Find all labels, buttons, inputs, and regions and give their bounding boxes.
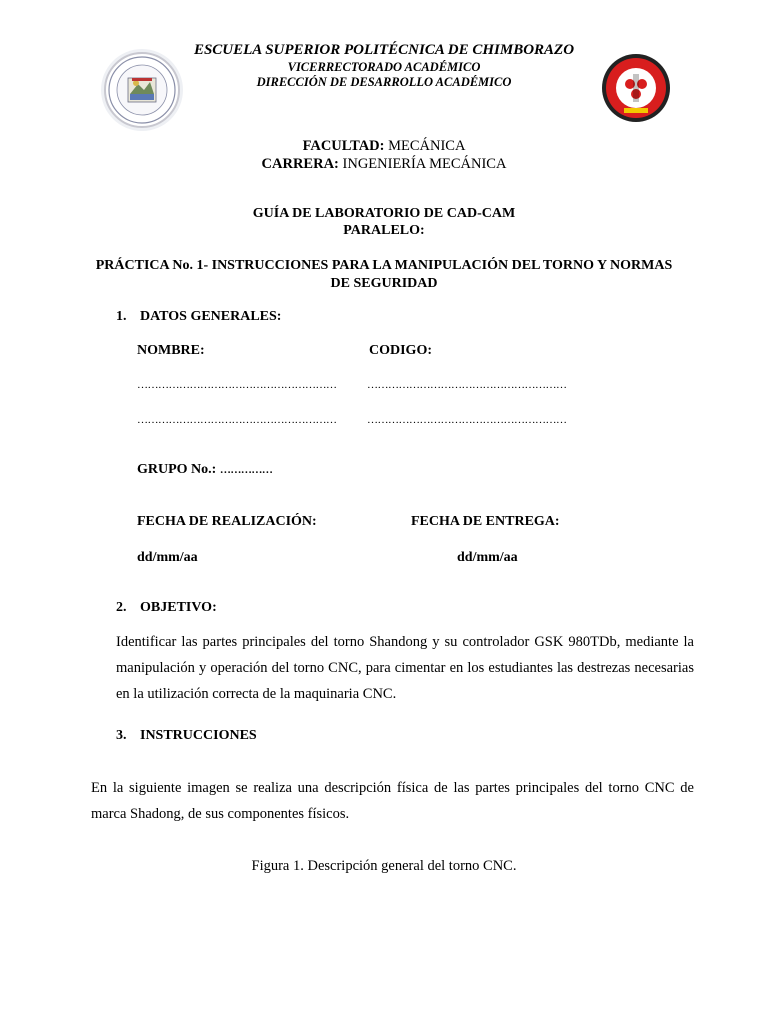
name-label: NOMBRE: bbox=[137, 343, 205, 358]
espoch-seal-logo bbox=[104, 52, 180, 128]
guide-title: GUÍA DE LABORATORIO DE CAD-CAM bbox=[252, 206, 516, 221]
faculty-value: MECÁNICA bbox=[388, 138, 466, 154]
name-blank-2[interactable]: ………………………………………………… bbox=[137, 414, 337, 426]
group-blank[interactable]: …………… bbox=[219, 464, 273, 476]
section-number: 2. bbox=[116, 600, 127, 615]
section-3-heading bbox=[116, 728, 257, 744]
code-label: CODIGO: bbox=[369, 343, 432, 358]
career-value: INGENIERÍA MECÁNICA bbox=[342, 156, 507, 172]
group-label: GRUPO No.: bbox=[137, 462, 217, 477]
career-label: CARRERA: bbox=[261, 156, 339, 172]
institution-title: ESCUELA SUPERIOR POLITÉCNICA DE CHIMBORAZO bbox=[193, 42, 575, 58]
instructions-paragraph: En la siguiente imagen se realiza una descripción física de las partes principales del torno CNC de marca Shadong, de sus componentes físicos. bbox=[91, 780, 694, 822]
practice-title: PRÁCTICA No. 1- INSTRUCCIONES PARA LA MANIPULACIÓN DEL TORNO Y NORMAS DE SEGURIDAD bbox=[95, 258, 673, 291]
career-line bbox=[0, 156, 768, 173]
group-line bbox=[137, 462, 272, 478]
completion-date-value[interactable]: dd/mm/aa bbox=[137, 550, 198, 565]
section-2-heading bbox=[116, 600, 217, 616]
name-blank-1[interactable]: ………………………………………………… bbox=[137, 379, 337, 391]
vice-rectorate: VICERRECTORADO ACADÉMICO bbox=[287, 60, 481, 74]
completion-date-label: FECHA DE REALIZACIÓN: bbox=[137, 514, 317, 529]
section-title: OBJETIVO: bbox=[140, 600, 217, 615]
paralelo-label: PARALELO: bbox=[343, 223, 425, 238]
delivery-date-value[interactable]: dd/mm/aa bbox=[457, 550, 518, 565]
faculty-line bbox=[0, 138, 768, 155]
academic-direction: DIRECCIÓN DE DESARROLLO ACADÉMICO bbox=[256, 75, 512, 89]
objective-paragraph: Identificar las partes principales del torno Shandong y su controlador GSK 980TDb, mediante la manipulación y operación del torno CNC, para cimentar en los estudiantes las destrezas necesarias en la utilización correcta de la maquinaria CNC. bbox=[116, 634, 694, 702]
section-number: 1. bbox=[116, 309, 127, 324]
figure-caption: Figura 1. Descripción general del torno CNC. bbox=[251, 858, 517, 874]
code-blank-1[interactable]: ………………………………………………… bbox=[367, 379, 567, 391]
mechanical-faculty-logo bbox=[600, 52, 672, 124]
code-blank-2[interactable]: ………………………………………………… bbox=[367, 414, 567, 426]
section-title: DATOS GENERALES: bbox=[140, 309, 282, 324]
section-number: 3. bbox=[116, 728, 127, 743]
delivery-date-label: FECHA DE ENTREGA: bbox=[411, 514, 560, 529]
section-title: INSTRUCCIONES bbox=[140, 728, 257, 743]
section-1-heading bbox=[116, 309, 281, 325]
faculty-label: FACULTAD: bbox=[302, 138, 385, 154]
